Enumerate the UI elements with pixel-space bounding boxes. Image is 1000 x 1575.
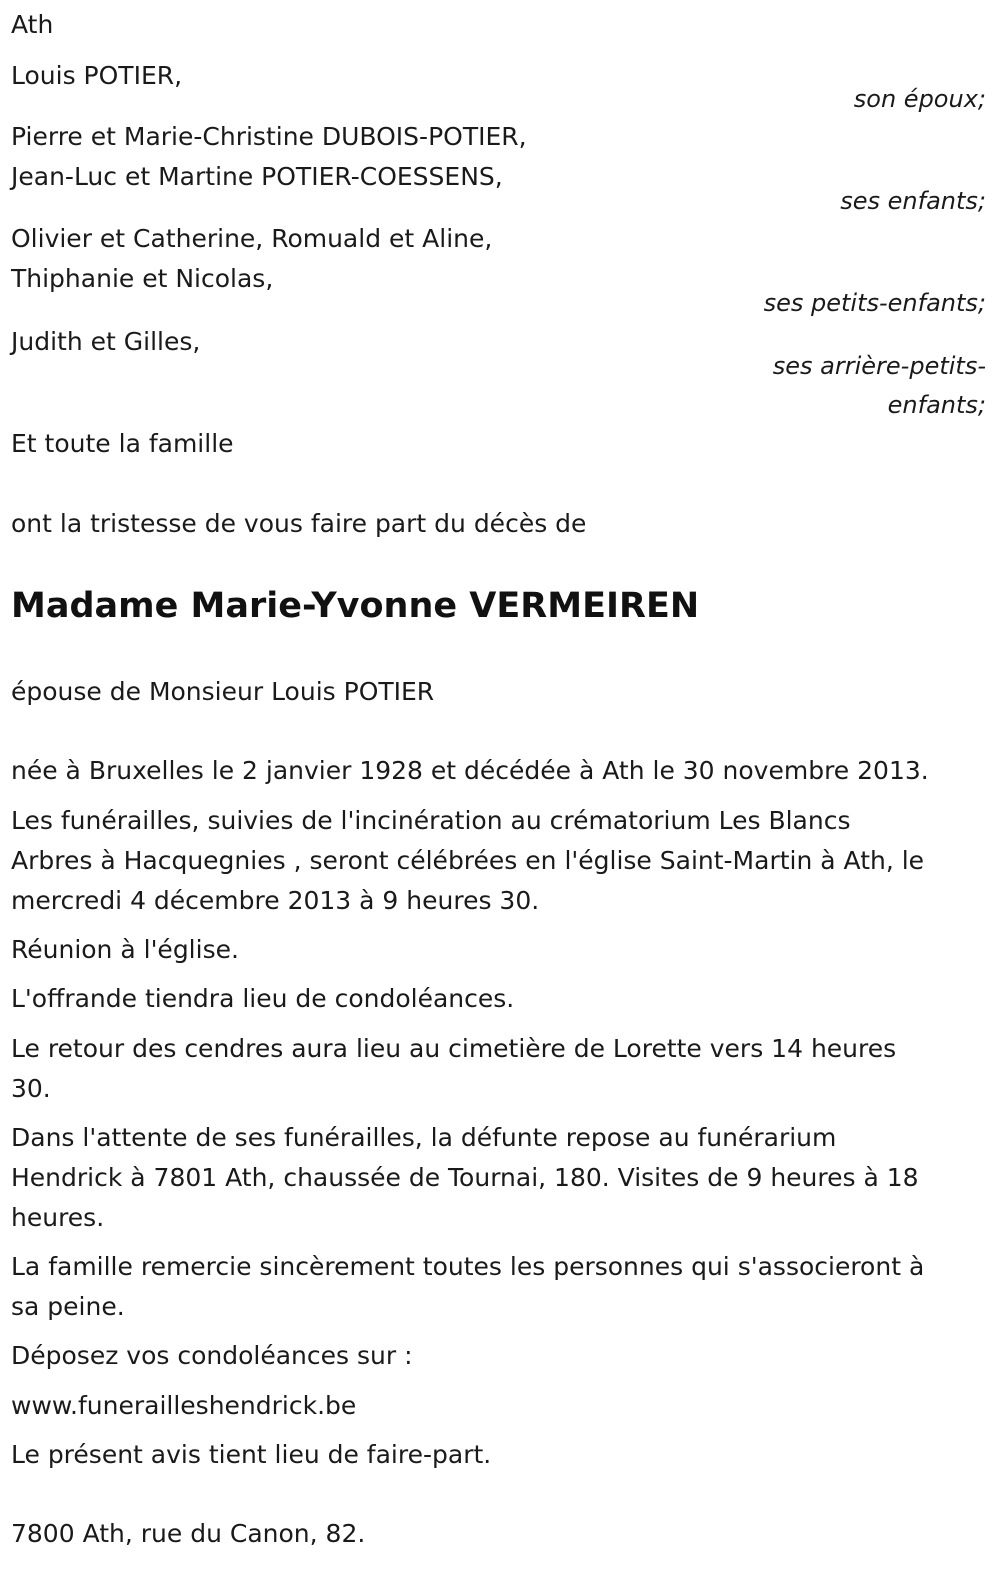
birth-death: née à Bruxelles le 2 janvier 1928 et décédée à Ath le 30 novembre 2013. xyxy=(11,756,929,785)
spouse-name: Louis POTIER, xyxy=(11,61,183,90)
whole-family: Et toute la famille xyxy=(11,429,234,458)
great-grandchildren: Judith et Gilles, xyxy=(11,327,201,356)
children-line-1: Pierre et Marie-Christine DUBOIS-POTIER, xyxy=(11,122,527,151)
funeral-line-2: Arbres à Hacquegnies , seront célébrées en l'église Saint-Martin à Ath, le xyxy=(11,846,925,875)
great-grandchildren-role-2: enfants; xyxy=(887,391,986,419)
announcement-intro: ont la tristesse de vous faire part du décès de xyxy=(11,509,587,538)
children-line-2: Jean-Luc et Martine POTIER-COESSENS, xyxy=(11,162,503,191)
notice: Le présent avis tient lieu de faire-part. xyxy=(11,1440,492,1469)
grandchildren-line-2: Thiphanie et Nicolas, xyxy=(11,264,274,293)
funeral-line-1: Les funérailles, suivies de l'incinération au crématorium Les Blancs xyxy=(11,806,851,835)
ashes-line-2: 30. xyxy=(11,1074,51,1103)
address: 7800 Ath, rue du Canon, 82. xyxy=(11,1519,366,1548)
condolences-prompt: Déposez vos condoléances sur : xyxy=(11,1341,413,1370)
meeting: Réunion à l'église. xyxy=(11,935,239,964)
funerarium-line-1: Dans l'attente de ses funérailles, la défunte repose au funérarium xyxy=(11,1123,837,1152)
spouse-of: épouse de Monsieur Louis POTIER xyxy=(11,677,435,706)
spouse-role: son époux; xyxy=(853,85,986,113)
thanks-line-2: sa peine. xyxy=(11,1292,125,1321)
grandchildren-role: ses petits-enfants; xyxy=(763,289,986,317)
grandchildren-line-1: Olivier et Catherine, Romuald et Aline, xyxy=(11,224,493,253)
funerarium-line-3: heures. xyxy=(11,1203,105,1232)
city-header: Ath xyxy=(11,10,54,39)
funerarium-line-2: Hendrick à 7801 Ath, chaussée de Tournai, 180. Visites de 9 heures à 18 xyxy=(11,1163,919,1192)
children-role: ses enfants; xyxy=(840,187,986,215)
great-grandchildren-role-1: ses arrière-petits- xyxy=(772,352,986,380)
website-link[interactable]: www.funerailleshendrick.be xyxy=(11,1391,357,1420)
funeral-line-3: mercredi 4 décembre 2013 à 9 heures 30. xyxy=(11,886,540,915)
thanks-line-1: La famille remercie sincèrement toutes les personnes qui s'associeront à xyxy=(11,1252,925,1281)
ashes-line-1: Le retour des cendres aura lieu au cimetière de Lorette vers 14 heures xyxy=(11,1034,897,1063)
offering: L'offrande tiendra lieu de condoléances. xyxy=(11,984,515,1013)
deceased-name: Madame Marie-Yvonne VERMEIREN xyxy=(11,586,700,626)
